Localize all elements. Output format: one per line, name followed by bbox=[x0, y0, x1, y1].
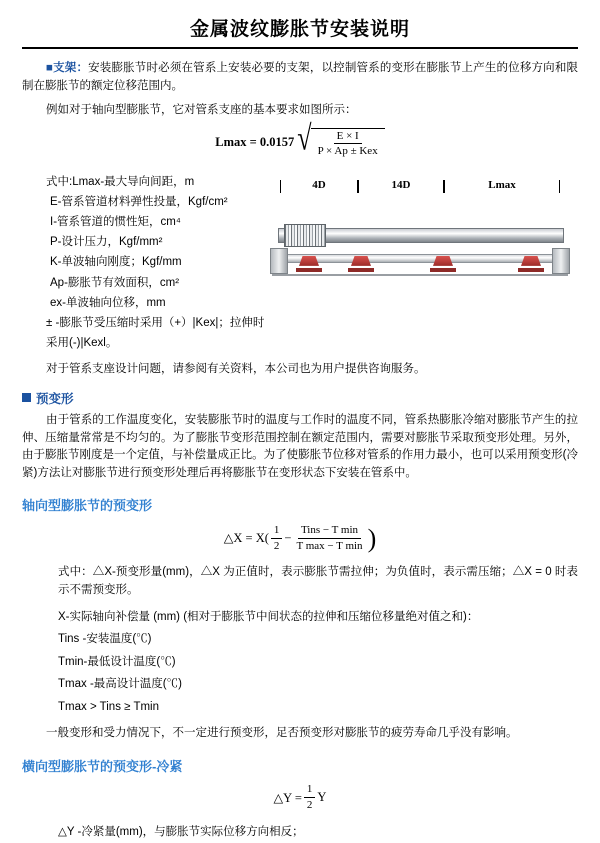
support-section-intro bbox=[22, 59, 578, 96]
lateral-predeform-heading: 横向型膨胀节的预变形-冷紧 bbox=[22, 759, 183, 775]
blue-square-icon bbox=[22, 393, 31, 402]
page-title: 金属波纹膨胀节安装说明 bbox=[189, 19, 410, 40]
lateral-formula-lhs: △Y = bbox=[273, 790, 302, 805]
pipe-illustration bbox=[270, 202, 570, 290]
support-3 bbox=[430, 256, 456, 272]
sqrt-icon: √ bbox=[297, 118, 312, 158]
support-section-para2: 例如对于轴向型膨胀节，它对管系支座的基本要求如图所示： bbox=[46, 103, 357, 116]
legend-item: E-管系管道材料弹性投量，Kgf/cm² bbox=[50, 196, 228, 208]
support-2 bbox=[348, 256, 374, 272]
ground-line bbox=[272, 274, 568, 276]
support-4 bbox=[518, 256, 544, 272]
axial-predeform-formula bbox=[22, 524, 578, 552]
lmax-formula-lhs: Lmax = 0.0157 bbox=[215, 135, 295, 150]
legend-item: Ap-膨胀节有效面积，cm² bbox=[50, 276, 180, 289]
lmax-denominator: P × Ap ± Kex bbox=[317, 145, 378, 158]
lmax-numerator: E × I bbox=[334, 130, 362, 145]
document-page bbox=[0, 14, 600, 838]
legend-item: ± -膨胀节受压缩时采用（+）|Kex|；拉伸时采用(-)|Kexl。 bbox=[46, 316, 265, 349]
lateral-predeform-formula bbox=[22, 783, 578, 811]
axial-predeform-note: 一般变形和受力情况下，不一定进行预变形，足否预变形对膨胀节的疲劳寿命几乎没有影响。 bbox=[46, 727, 518, 740]
axial-formula-temp-fraction: $\frac{\text{Tins − T min}}{\text{T max − T min}}$ bbox=[296, 524, 363, 552]
legend-item: ex-单波轴向位移，mm bbox=[50, 296, 166, 309]
axial-predeform-item: Tmin-最低设计温度(℃) bbox=[58, 655, 176, 668]
axial-formula-half: $\frac{1}{2}$ bbox=[271, 524, 283, 552]
support-1 bbox=[296, 256, 322, 272]
anchor-left bbox=[270, 248, 288, 274]
legend-diagram-row bbox=[22, 168, 578, 359]
axial-predeform-heading: 轴向型膨胀节的预变形 bbox=[22, 498, 153, 514]
anchor-right bbox=[552, 248, 570, 274]
pipe-diagram bbox=[278, 168, 578, 290]
legend-list bbox=[22, 168, 272, 359]
axial-formula-lhs: △X = X( bbox=[223, 531, 269, 546]
lateral-predeform-explain: △Y -冷紧量(mm)，与膨胀节实际位移方向相反； bbox=[58, 825, 304, 838]
legend-item: K-单波轴向刚度；Kgf/mm bbox=[50, 256, 182, 269]
axial-formula-rhs: ) bbox=[367, 524, 377, 554]
support-section-heading: 支架： bbox=[53, 62, 89, 74]
legend-item: P-设计压力，Kgf/mm² bbox=[50, 236, 163, 249]
predeform-section-heading bbox=[22, 389, 578, 407]
predeform-heading-text: 预变形 bbox=[36, 391, 74, 406]
lateral-formula-half: $\frac{1}{2}$ bbox=[304, 783, 316, 811]
axial-predeform-item: X-实际轴向补偿量 (mm) (相对于膨胀节中间状态的拉伸和压缩位移量绝对值之和)： bbox=[58, 610, 479, 623]
lmax-fraction bbox=[315, 130, 381, 158]
support-section-para1: 安装膨胀节时必须在管系上安装必要的支架，以控制管系的变形在膨胀节上产生的位移方向和限制在膨胀节的额定位移范围内。 bbox=[22, 62, 579, 93]
bellows-expansion-joint bbox=[284, 224, 326, 247]
sqrt-group bbox=[297, 118, 384, 158]
axial-predeform-item: Tmax > Tins ≥ Tmin bbox=[58, 700, 159, 713]
dimension-lmax: Lmax bbox=[444, 180, 560, 198]
dimension-14d: 14D bbox=[358, 180, 444, 198]
legend-item: 式中:Lmax-最大导向间距，m bbox=[46, 175, 195, 188]
axial-formula-minus: − bbox=[284, 530, 292, 545]
axial-predeform-explain: 式中：△X-预变形量(mm)，△X 为正值时，表示膨胀节需拉伸；为负值时，表示需压缩；△X = 0 时表示不需预变形。 bbox=[58, 566, 578, 597]
lmax-formula bbox=[22, 118, 578, 158]
legend-item: I-管系管道的惯性矩，cm⁴ bbox=[50, 216, 181, 229]
predeform-para1: 由于管系的工作温度变化，安装膨胀节时的温度与工作时的温度不同，管系热膨胀冷缩对膨胀节产生的拉伸、压缩量常常是不均匀的。为了膨胀节变形范围控制在额定范围内，需要对膨胀节采取预变形处理。另外，由于膨胀节刚度是一个定值，与补偿量成正比。为了使膨胀节位移对管系的作用力最小，也可以采用预变形(冷紧)方法让对膨胀节进行预变形处理后再将膨胀节在变形状态下安装在管系中。 bbox=[22, 413, 578, 480]
support-design-note: 对于管系支座设计问题，请参阅有关资料，本公司也为用户提供咨询服务。 bbox=[46, 363, 426, 375]
dimension-4d: 4D bbox=[280, 180, 358, 198]
support-section-marker: ■ bbox=[46, 62, 54, 74]
axial-predeform-item: Tins -安装温度(℃) bbox=[58, 633, 152, 646]
lateral-formula-rhs: Y bbox=[317, 790, 327, 805]
title-divider bbox=[22, 47, 578, 49]
diagram-dimension-row bbox=[270, 180, 570, 198]
axial-predeform-item: Tmax -最高设计温度(℃) bbox=[58, 678, 182, 691]
